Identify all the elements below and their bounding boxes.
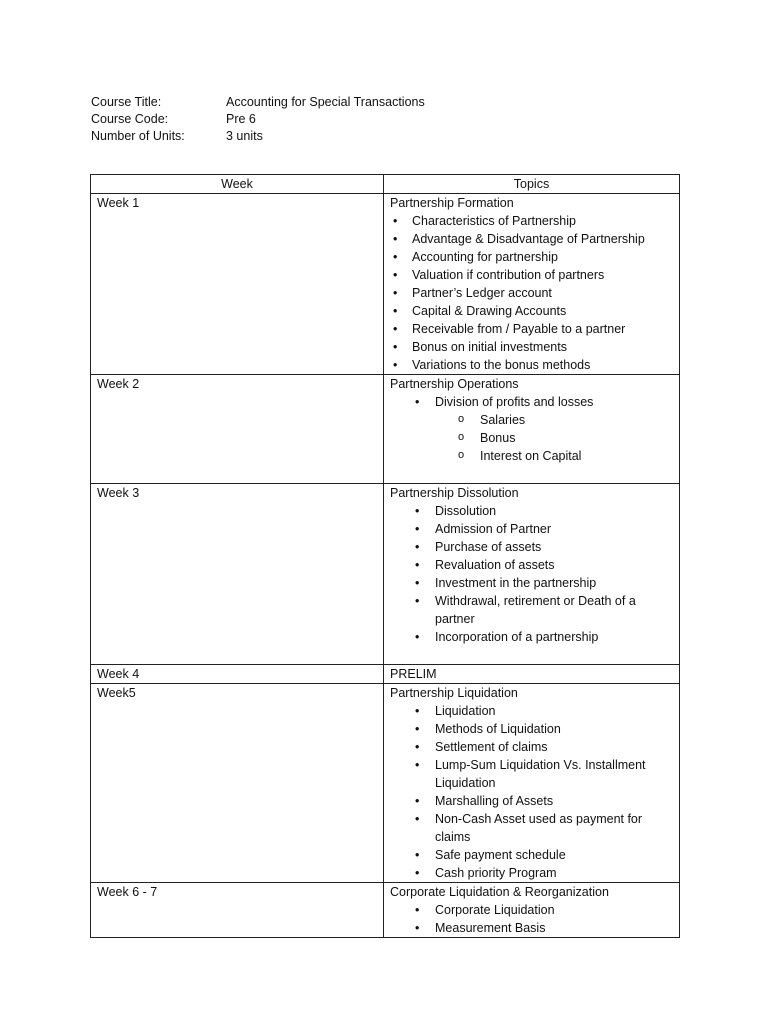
syllabus-table bbox=[90, 174, 680, 938]
topics-cell bbox=[384, 375, 680, 484]
topic-list bbox=[390, 212, 673, 374]
table-row bbox=[91, 665, 680, 684]
table-row bbox=[91, 484, 680, 665]
list-item: • Non-Cash Asset used as payment for claims bbox=[390, 810, 673, 846]
list-item: • Bonus on initial investments bbox=[390, 338, 673, 356]
list-item: • Liquidation bbox=[390, 702, 673, 720]
list-item: • Accounting for partnership bbox=[390, 248, 673, 266]
topic-list bbox=[390, 702, 673, 882]
list-item: • Receivable from / Payable to a partner bbox=[390, 320, 673, 338]
list-item: • Valuation if contribution of partners bbox=[390, 266, 673, 284]
course-title-label: Course Title: bbox=[91, 95, 162, 109]
topic-title: Partnership Operations bbox=[390, 377, 519, 391]
table-row bbox=[91, 883, 680, 938]
list-item: • Investment in the partnership bbox=[390, 574, 673, 592]
sub-list-item: o Bonus bbox=[390, 429, 673, 447]
course-code-row bbox=[91, 111, 425, 128]
course-code-label: Course Code: bbox=[91, 112, 169, 126]
course-units-row bbox=[91, 128, 425, 145]
topic-title: Corporate Liquidation & Reorganization bbox=[390, 885, 609, 899]
list-item: • Cash priority Program bbox=[390, 864, 673, 882]
course-units-label: Number of Units: bbox=[91, 129, 185, 143]
list-item: • Dissolution bbox=[390, 502, 673, 520]
list-item: • Admission of Partner bbox=[390, 520, 673, 538]
topics-cell: PRELIM bbox=[384, 665, 680, 684]
week-cell: Week5 bbox=[91, 684, 384, 883]
subtopic-list bbox=[390, 411, 673, 465]
topic-list bbox=[390, 901, 673, 937]
list-item: • Marshalling of Assets bbox=[390, 792, 673, 810]
course-title-value: Accounting for Special Transactions bbox=[226, 95, 425, 109]
list-item: • Division of profits and losses bbox=[390, 393, 673, 411]
list-item: • Incorporation of a partnership bbox=[390, 628, 673, 646]
list-item: • Variations to the bonus methods bbox=[390, 356, 673, 374]
topics-cell bbox=[384, 883, 680, 938]
topics-cell bbox=[384, 684, 680, 883]
topics-cell bbox=[384, 484, 680, 665]
list-item: • Corporate Liquidation bbox=[390, 901, 673, 919]
sub-list-item: o Salaries bbox=[390, 411, 673, 429]
topic-list bbox=[390, 502, 673, 646]
table-row bbox=[91, 375, 680, 484]
list-item: • Lump-Sum Liquidation Vs. Installment Liquidation bbox=[390, 756, 673, 792]
week-column-header: Week bbox=[91, 175, 384, 194]
list-item: • Purchase of assets bbox=[390, 538, 673, 556]
list-item: • Advantage & Disadvantage of Partnership bbox=[390, 230, 673, 248]
week-cell: Week 1 bbox=[91, 194, 384, 375]
week-cell: Week 3 bbox=[91, 484, 384, 665]
list-item: • Partner’s Ledger account bbox=[390, 284, 673, 302]
topic-list bbox=[390, 393, 673, 411]
course-info bbox=[91, 94, 425, 145]
course-units-value: 3 units bbox=[226, 129, 263, 143]
topic-title: Partnership Formation bbox=[390, 196, 514, 210]
course-code-value: Pre 6 bbox=[226, 112, 256, 126]
week-cell: Week 6 - 7 bbox=[91, 883, 384, 938]
list-item: • Withdrawal, retirement or Death of a partner bbox=[390, 592, 673, 628]
list-item: • Settlement of claims bbox=[390, 738, 673, 756]
list-item: • Capital & Drawing Accounts bbox=[390, 302, 673, 320]
sub-list-item: o Interest on Capital bbox=[390, 447, 673, 465]
list-item: • Safe payment schedule bbox=[390, 846, 673, 864]
list-item: • Measurement Basis bbox=[390, 919, 673, 937]
topics-cell bbox=[384, 194, 680, 375]
table-header-row bbox=[91, 175, 680, 194]
list-item: • Methods of Liquidation bbox=[390, 720, 673, 738]
week-cell: Week 2 bbox=[91, 375, 384, 484]
list-item: • Revaluation of assets bbox=[390, 556, 673, 574]
topic-title: Partnership Dissolution bbox=[390, 486, 519, 500]
topic-title: Partnership Liquidation bbox=[390, 686, 518, 700]
topics-column-header: Topics bbox=[384, 175, 680, 194]
list-item: • Characteristics of Partnership bbox=[390, 212, 673, 230]
table-row bbox=[91, 684, 680, 883]
table-row bbox=[91, 194, 680, 375]
course-title-row bbox=[91, 94, 425, 111]
week-cell: Week 4 bbox=[91, 665, 384, 684]
